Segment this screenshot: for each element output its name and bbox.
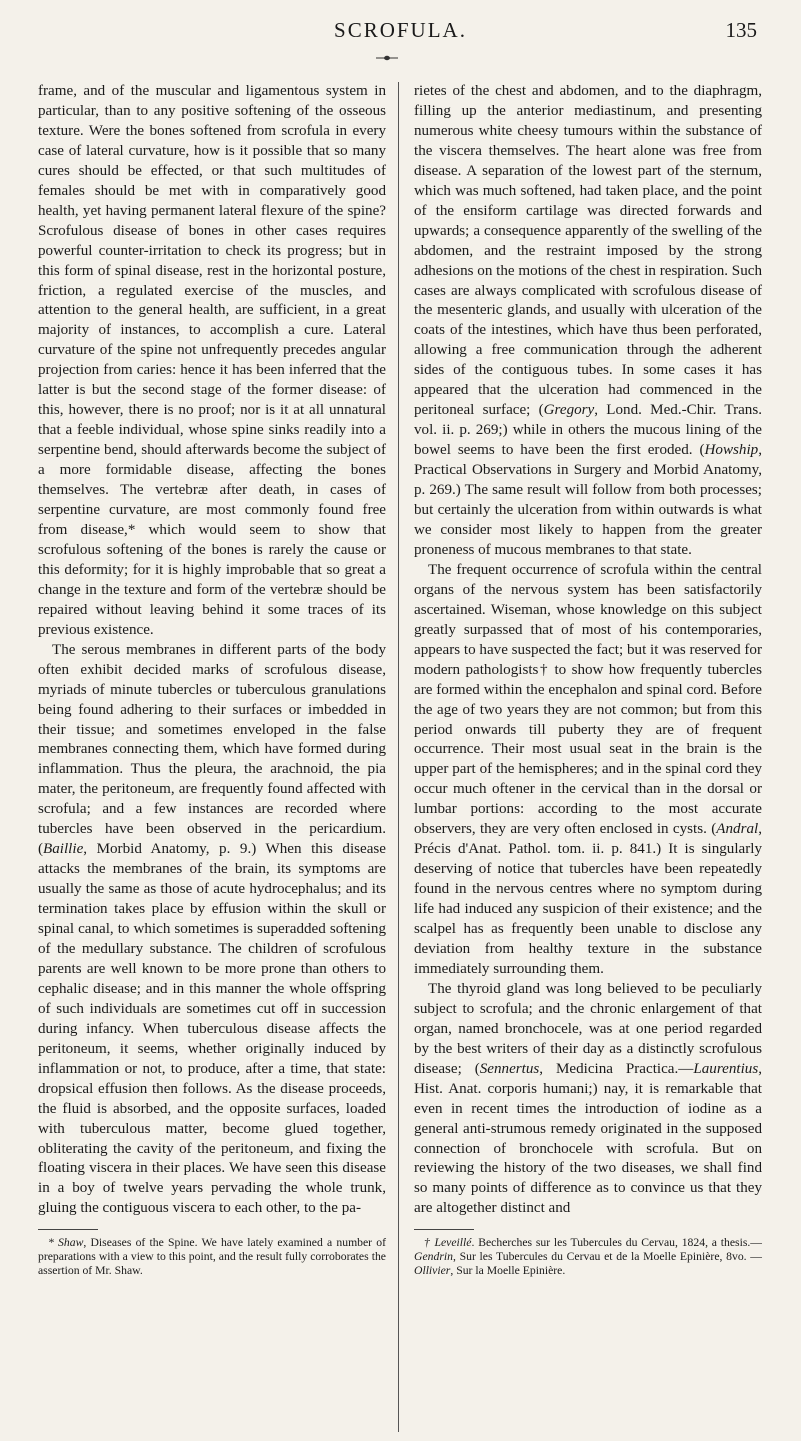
citation-author: Gendrin [414,1250,453,1264]
citation-author: Howship [704,442,759,459]
paragraph [414,561,762,980]
citation-author: * Shaw [48,1236,84,1250]
left-column [38,82,386,1278]
text-run: , Practical Observations in Surgery and Morbid Anatomy, p. 269.) The same result will follow from both processes; but certainly the ulceration from within outwards is what we consider most likely to happen from the greater proneness of mucous membranes to that state. [414,442,762,558]
paragraph [414,82,762,561]
citation-author: Baillie [43,841,84,858]
text-run: The frequent occurrence of scrofula within the central organs of the nervous system has been satisfactorily ascertained. Wiseman, whose knowledge on this subject greatly surpassed that of most of his contemporaries, appears to have suspected the fact; but it was reserved for modern pathologists† to show how frequently tubercles are formed within the encephalon and spinal cord. Before the age of two years they are not common; but from this period onwards till puberty they are of frequent occurrence. Their most usual seat in the brain is the upper part of the hemispheres; and in the spinal cord they occur much oftener in the cervical than in the dorsal or lumbar portions: according to the most accurate observers, they are very often enclosed in cysts. ( [414,561,762,838]
footnote [38,1236,386,1278]
header-ornament [376,53,398,63]
paragraph: frame, and of the muscular and ligamentous system in particular, than to any positive softening of the osseous texture. Were the bones softened from scrofula in every case of lateral curvature, how is it possible that so many cures should be effected, or that such multitudes of females should be met with in comparatively good health, yet having permanent lateral flexure of the spine? Scrofulous disease of bones in other cases requires powerful counter-irritation to check its progress; but in this form of spinal disease, rest in the horizontal posture, friction, a regulated exercise of the muscles, and attention to the general health, are sufficient, in a great majority of instances, to accomplish a cure. Lateral curvature of the spine not unfrequently precedes angular projection from caries: hence it has been inferred that the latter is but the second stage of the former disease: of this, however, there is no proof; nor is it at all unnatural that a feeble individual, whose spine sinks readily into a serpentine bend, should afterwards become the subject of a more formidable disease, affecting the bones themselves. The vertebræ after death, in cases of serpentine curvature, are most commonly found free from disease,* which would seem to show that scrofulous softening of the bones is rarely the cause or this deformity; for it is highly improbable that so great a change in the texture and form of the vertebræ should be repaired without leaving behind it some traces of its previous existence. [38,83,386,638]
footnote-divider [414,1229,474,1230]
text-run: The thyroid gland was long believed to be peculiarly subject to scrofula; and the chronic enlargement of that organ, named bronchocele, was at one period regarded by the best writers of their day as a distinctly scrofulous disease; ( [414,980,762,1077]
text-run: , Hist. Anat. corporis humani;) nay, it is remarkable that even in recent times the introduction of iodine as a general anti-strumous remedy originated in the supposed connection of bronchocele with scrofula. But on reviewing the history of the two diseases, we shall find so many points of difference as to convince us that they are altogether distinct and [414,1060,762,1217]
column-divider [398,82,399,1432]
text-run: The serous membranes in different parts of the body often exhibit decided marks of scrofulous disease, myriads of minute tubercles or tuberculous granulations being found adhering to their surfaces or imbedded in their tissue; and sometimes enveloped in the false membranes connecting them, which have formed during inflammation. Thus the pleura, the arachnoid, the pia mater, the peritoneum, are frequently found affected with scrofula; and a few instances are recorded where tubercles have been observed in the pericardium. ( [38,641,386,858]
text-run: , Medicina Practica.— [539,1060,694,1077]
citation-author: † Leveillé [424,1236,472,1250]
paragraph [414,980,762,1219]
page-number: 135 [725,18,757,42]
text-run: , Précis d'Anat. Pathol. tom. ii. p. 841.) It is singularly deserving of notice that tubercles have been repeatedly found in the nervous centres where no symptom during life had induced any suspicion of their existence; and the scalpel has as frequently been unable to disclose any deviation from healthy texture in the substance immediately surrounding them. [414,821,762,977]
citation-author: Andral [716,821,759,838]
right-column [414,82,762,1278]
text-run: , Diseases of the Spine. We have lately examined a number of preparations with a view to this point, and the result fully corroborates the assertion of Mr. Shaw. [38,1236,387,1278]
footnote-divider [38,1229,98,1230]
running-title: SCROFULA. [334,18,467,42]
text-run: , Morbid Anatomy, p. 9.) When this disease attacks the membranes of the brain, its symptoms are usually the same as those of acute hydrocephalus; and its termination takes place by effusion within the skull or spinal canal, to which sometimes is superadded softening of the medullary substance. The children of scrofulous parents are well known to be more prone than others to cephalic disease; and in this manner the whole offspring of such individuals are sometimes cut off in succession during infancy. When tuberculous disease affects the peritoneum, it seems, whether originally induced by inflammation or not, to produce, after a time, that state: dropsical effusion then follows. As the disease proceeds, the fluid is absorbed, and the opposite surfaces, loaded with tuberculous matter, become glued together, obliterating the cavity of the peritoneum, and fixing the floating viscera in their places. We have seen this disease in a boy of twelve years pervading the whole trunk, gluing the contiguous viscera to each other, to the pa- [38,841,386,1217]
text-run: , Sur les Tubercules du Cervau et de la Moelle Epinière, 8vo. — [452,1250,762,1264]
paragraph [38,641,386,1220]
footnote [414,1236,762,1278]
text-run: rietes of the chest and abdomen, and to the diaphragm, filling up the anterior mediastinum, and presenting numerous white cheesy tumours within the substance of the viscera themselves. The heart alone was free from disease. A separation of the lowest part of the sternum, which was much softened, had taken place, and the point of the ensiform cartilage was directed forwards and upwards; a consequence apparently of the swelling of the abdomen, and the restraint imposed by the strong adhesions on the motions of the chest in respiration. Such cases are always complicated with scrofulous disease of the mesenteric glands, and usually with ulceration of the coats of the intestines, which have thus been perforated, allowing a free communication through the adherent sides of the contiguous tubes. In some cases it has appeared that the ulceration had commenced in the peritoneal surface; ( [414,83,762,419]
citation-author: Ollivier [414,1264,451,1278]
text-run: , Lond. Med.-Chir. Trans. vol. ii. p. 269;) while in others the mucous lining of the bowel seems to have been the first eroded. ( [414,402,762,459]
citation-author: Gregory [543,402,595,419]
text-run: . Becherches sur les Tubercules du Cervau, 1824, a thesis.— [471,1236,762,1250]
citation-author: Laurentius [693,1060,759,1077]
citation-author: Sennertus [479,1060,540,1077]
text-run: , Sur la Moelle Epinière. [450,1264,566,1278]
page-header [44,18,757,48]
